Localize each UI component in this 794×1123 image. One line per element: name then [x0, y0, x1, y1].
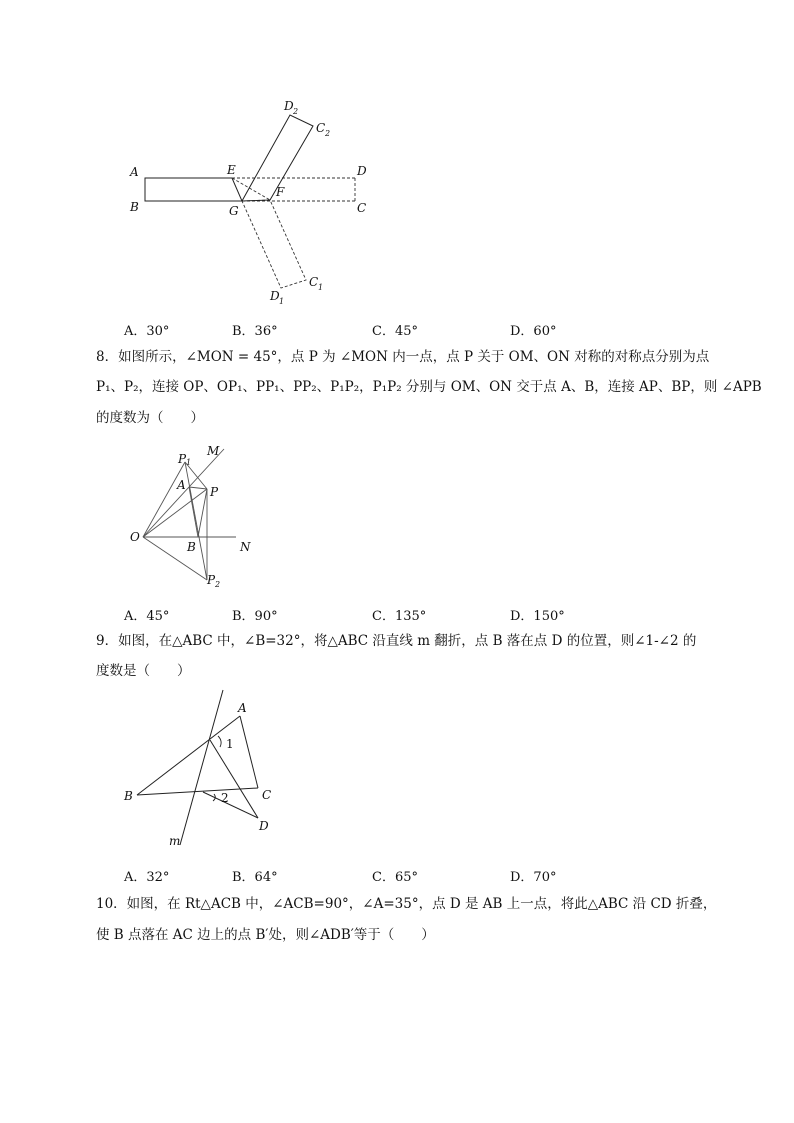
- q7-label-d1-sub: 1: [279, 297, 285, 306]
- q8-label-b: B: [187, 540, 196, 554]
- q9-label-c: C: [262, 788, 272, 802]
- q8-label-p1: P: [178, 452, 187, 466]
- q9-option-d[interactable]: D．70°: [510, 870, 557, 885]
- q7-label-d1: D: [270, 289, 280, 303]
- q7-label-g: G: [229, 204, 239, 218]
- q8-label-p1-sub: 1: [186, 458, 192, 467]
- q7-option-c[interactable]: C．45°: [372, 324, 418, 339]
- q9-angle1-arc: [218, 736, 221, 747]
- q9-option-b[interactable]: B．64°: [232, 870, 278, 885]
- q9-label-b: B: [124, 789, 133, 803]
- q7-label-d: D: [357, 164, 367, 178]
- q7-label-c2: C: [316, 121, 326, 135]
- q9-label-angle2: 2: [221, 791, 229, 805]
- q9-label-angle1: 1: [226, 737, 234, 751]
- q7-label-f: F: [276, 185, 285, 199]
- q7-label-c2-sub: 2: [325, 129, 331, 138]
- q7-label-d2: D: [284, 99, 294, 113]
- q8-text-line1: 8．如图所示，∠MON = 45°，点 P 为 ∠MON 内一点，点 P 关于 OM、ON 对称的对称点分别为点: [96, 349, 710, 365]
- q8-option-b[interactable]: B．90°: [232, 609, 278, 624]
- q8-text-line3: 的度数为（ ）: [96, 410, 204, 426]
- q8-label-p2-sub: 2: [215, 580, 221, 589]
- q7-label-d2-sub: 2: [293, 107, 299, 116]
- q8-label-n: N: [240, 540, 251, 554]
- q9-label-m: m: [169, 834, 181, 848]
- q8-label-p2: P: [207, 573, 216, 587]
- q8-option-d[interactable]: D．150°: [510, 609, 565, 624]
- q7-label-c1: C: [309, 275, 319, 289]
- q10-text-line2: 使 B 点落在 AC 边上的点 B′处，则∠ADB′等于（ ）: [96, 927, 435, 943]
- q10-text-line1: 10．如图，在 Rt△ACB 中，∠ACB=90°，∠A=35°，点 D 是 AB 上一点，将此△ABC 沿 CD 折叠，: [96, 896, 717, 912]
- q9-seg-ac: [240, 716, 258, 788]
- q9-text-line2: 度数是（ ）: [96, 663, 191, 679]
- q7-option-a[interactable]: A．30°: [124, 324, 170, 339]
- q7-label-a: A: [130, 165, 139, 179]
- q9-option-a[interactable]: A．32°: [124, 870, 170, 885]
- q8-option-c[interactable]: C．135°: [372, 609, 427, 624]
- q8-label-o: O: [130, 530, 140, 544]
- q8-text-line2: P₁、P₂，连接 OP、OP₁、PP₁、PP₂、P₁P₂，P₁P₂ 分别与 OM、ON 交于点 A、B，连接 AP、BP，则 ∠APB: [96, 379, 762, 395]
- q7-option-d[interactable]: D．60°: [510, 324, 557, 339]
- q9-label-d: D: [259, 819, 269, 833]
- q9-line-m: [180, 690, 223, 845]
- q8-label-m: M: [207, 444, 220, 458]
- q7-label-c: C: [357, 201, 367, 215]
- q8-label-p: P: [210, 485, 219, 499]
- q7-label-e: E: [227, 163, 236, 177]
- q8-label-a: A: [177, 478, 186, 492]
- q7-option-b[interactable]: B．36°: [232, 324, 278, 339]
- q9-option-c[interactable]: C．65°: [372, 870, 418, 885]
- q7-label-b: B: [130, 200, 139, 214]
- q9-text-line1: 9．如图，在△ABC 中，∠B=32°，将△ABC 沿直线 m 翻折，点 B 落在点 D 的位置，则∠1-∠2 的: [96, 633, 697, 649]
- q7-label-c1-sub: 1: [318, 283, 324, 292]
- q8-option-a[interactable]: A．45°: [124, 609, 170, 624]
- q9-seg-ba: [137, 716, 240, 795]
- q9-label-a: A: [238, 701, 247, 715]
